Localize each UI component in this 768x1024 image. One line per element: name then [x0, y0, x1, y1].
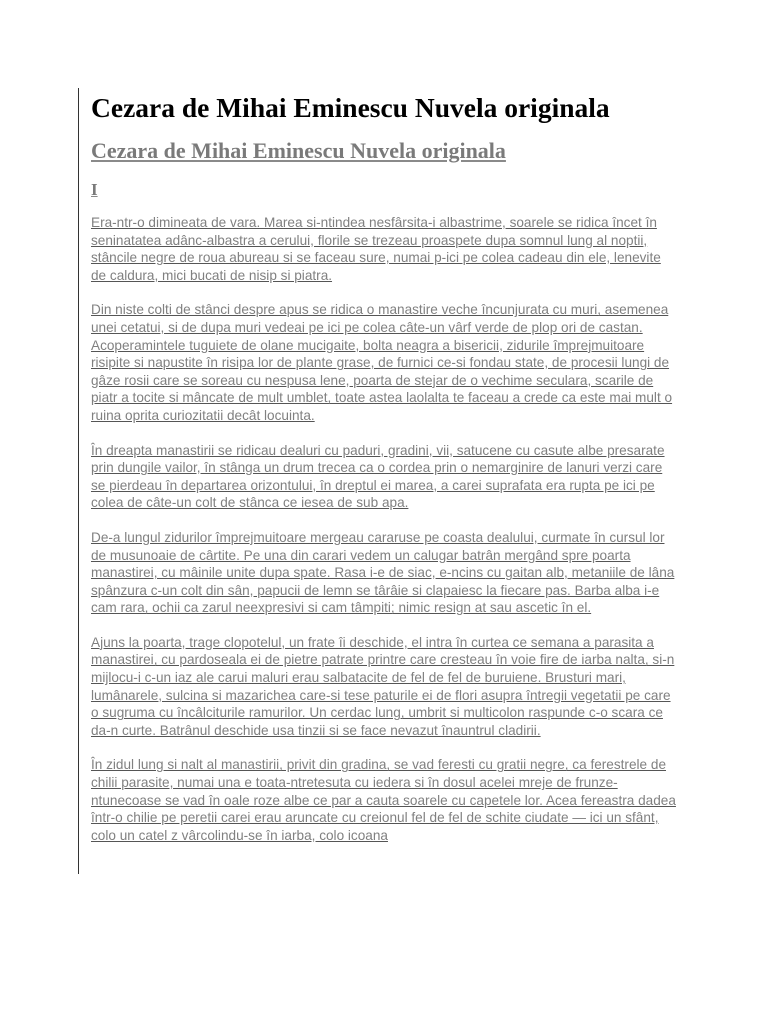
paragraph-6[interactable]: În zidul lung si nalt al manastirii, privit din gradina, se vad feresti cu gratii negre, ca ferestrele de chilii parasite, numai una e toata-ntretesuta cu iedera si în dosul acelei mreje de frunze-ntunecoase se vad în oale roze albe ce par a cauta soarele cu capetele lor. Acea fereastra dadea într-o chilie pe peretii carei erau aruncate cu creionul fel de fel de schite ciudate — ici un sfânt, colo un catel z vârcolindu-se în iarba, colo icoana	[91, 757, 676, 843]
paragraph-1[interactable]: Era-ntr-o dimineata de vara. Marea si-ntindea nesfârsita-i albastrime, soarele se ridica încet în seninatatea adânc-albastra a cerului, florile se trezeau proaspete dupa somnul lung al noptii, stâncile negre de roua abureau si se faceau sure, numai p-ici pe colea cadeau din ele, lenevite de caldura, mici bucati de nisip si piatra.	[91, 215, 661, 283]
paragraph-4[interactable]: De-a lungul zidurilor împrejmuitoare mergeau cararuse pe coasta dealului, curmate în cursul lor de musunoaie de cârtite. Pe una din carari vedem un calugar batrân mergând spre poarta manastirei, cu mâinile unite dupa spate. Rasa i-e de siac, e-ncins cu gaitan alb, metaniile de lâna spânzura c-un colt din sân, papucii de lemn se târâie si clapaiesc la fiecare pas. Barba alba i-e cam rara, ochii ca zarul neexpresivi si cam tâmpiti; nimic resign at sau ascetic în el.	[91, 529, 675, 616]
document-page	[91, 90, 677, 900]
document-subtitle-link[interactable]: Cezara de Mihai Eminescu Nuvela originala	[91, 138, 506, 163]
paragraph-2[interactable]: Din niste colti de stânci despre apus se ridica o manastire veche încunjurata cu muri, asemenea unei cetatui, si de dupa muri vedeai pe ici pe colea câte-un vârf verde de plop ori de castan. Acoperamintele tuguiete de olane mucigaite, bolta neagra a bisericii, zidurile împrejmuitoare risipite si napustite în risipa lor de plante grase, de furnici ce-si fondau state, de procesii lungi de gâze rosii care se soreau cu nespusa lene, poarta de stejar de o vechime seculara, scarile de piatr a tocite si mâncate de mult umblet, toate astea laolalta te faceau a crede ca este mai mult o ruina oprita curiozitatii decât locuinta.	[91, 302, 673, 423]
document-title: Cezara de Mihai Eminescu Nuvela originala	[91, 92, 610, 123]
chapter-heading-link[interactable]: I	[91, 180, 98, 199]
paragraph-5[interactable]: Ajuns la poarta, trage clopotelul, un frate îi deschide, el intra în curtea ce semana a parasita a manastirei, cu pardoseala ei de pietre patrate printre care cresteau în voie fire de iarba nalta, si-n mijlocu-i c-un iaz ale carui maluri erau salbatacite de fel de fel de buruiene. Brusturi mari, lumânarele, sulcina si mazarichea care-si tese paturile ei de flori asupra întregii vegetatii pe care o sugruma cu încâlciturile ramurilor. Un cerdac lung, umbrit si multicolon raspunde c-o scara ce da-n curte. Batrânul deschide usa tinzii si se face nevazut înauntrul cladirii.	[91, 634, 675, 738]
page-left-rule	[78, 88, 79, 874]
paragraph-3[interactable]: În dreapta manastirii se ridicau dealuri cu paduri, gradini, vii, satucene cu casute albe presarate prin dungile vailor, în stânga un drum trecea ca o cordea prin o nemarginire de lanuri verzi care se pierdeau în departarea orizontului, în dreptul ei marea, a carei suprafata era rupta pe ici pe colea de câte-un colt de stânca ce iesea de sub apa.	[91, 442, 665, 511]
